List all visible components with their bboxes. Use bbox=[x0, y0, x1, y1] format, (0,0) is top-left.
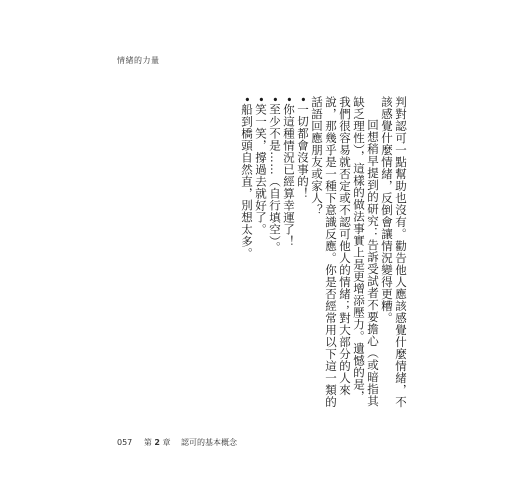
running-header-book-title: 情緒的力量 bbox=[117, 56, 160, 65]
bullet-text: 笑一笑，撐過去就好了。 bbox=[254, 103, 268, 236]
chapter-label bbox=[144, 437, 171, 448]
bullet-marker: • bbox=[296, 96, 310, 104]
list-item bbox=[296, 96, 310, 414]
page-number: 057 bbox=[117, 438, 133, 447]
page-footer bbox=[117, 437, 237, 448]
bullet-marker: • bbox=[268, 96, 282, 104]
bullet-text: 至少不是……（自行填空）。 bbox=[268, 103, 282, 254]
list-item bbox=[254, 96, 268, 414]
paragraph-2: 回想稍早提到的研究：告訴受試者不要擔心（或暗指其缺乏理性），這樣的做法事實上是更增添壓力。遺憾的是，我們很容易就否定或不認可他人的情緒；對大部分的人來說，那幾乎是一種下意識反應。你是否經常用以下這一類的話語回應朋友或家人？ bbox=[310, 96, 380, 408]
chapter-prefix: 第 bbox=[143, 438, 152, 447]
bullet-marker: • bbox=[254, 96, 268, 104]
chapter-title: 認可的基本概念 bbox=[181, 438, 238, 447]
list-item bbox=[240, 96, 254, 414]
bullet-marker: • bbox=[240, 96, 254, 104]
bullet-text: 一切都會沒事的！ bbox=[296, 103, 310, 200]
list-item bbox=[282, 96, 296, 414]
bullet-text: 你這種情況已經算幸運了！ bbox=[282, 103, 296, 248]
bullet-marker: • bbox=[282, 96, 296, 104]
chapter-number: 2 bbox=[154, 438, 160, 447]
list-item bbox=[268, 96, 282, 414]
bullet-text: 船到橋頭自然直，別想太多。 bbox=[240, 103, 254, 260]
bullet-list bbox=[240, 96, 310, 414]
body-text-vertical bbox=[150, 96, 408, 414]
chapter-suffix: 章 bbox=[162, 438, 171, 447]
paragraph-1: 判對認可一點幫助也沒有。勸告他人應該感覺什麼情緒，不該感覺什麼情緒，反倒會讓情況變得更糟。 bbox=[380, 96, 408, 408]
